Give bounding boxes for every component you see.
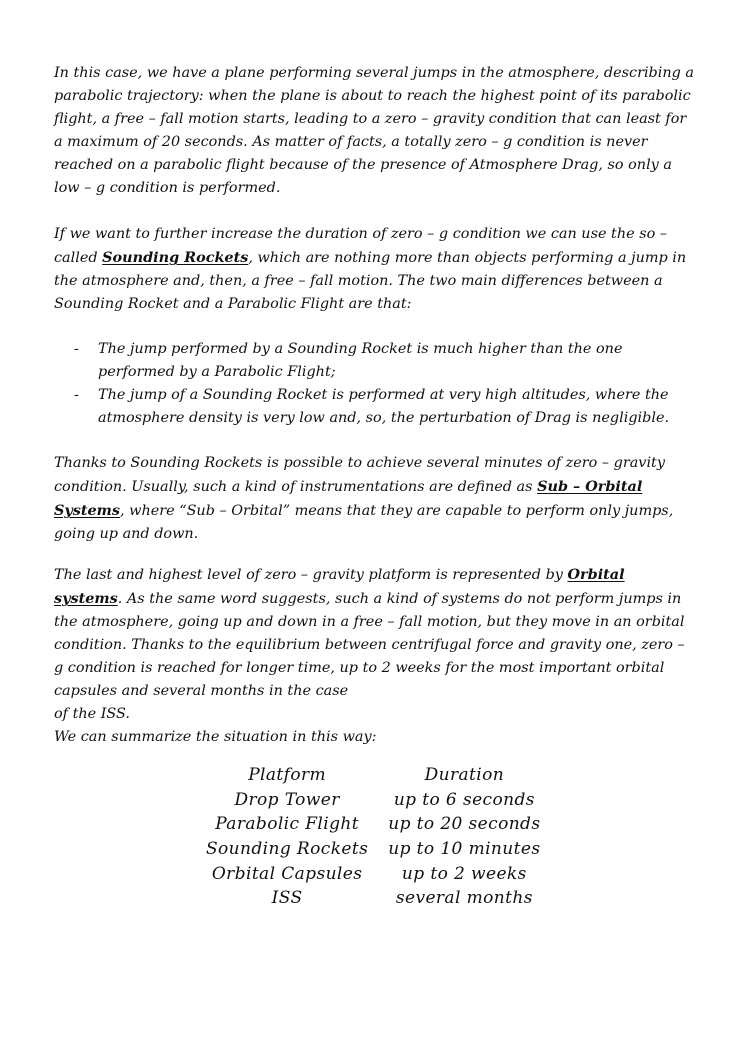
duration-cell: up to 10 minutes bbox=[388, 839, 541, 860]
paragraph-orbital-systems bbox=[54, 563, 696, 749]
dash-bullet: - bbox=[74, 341, 79, 357]
list-item-text: The jump of a Sounding Rocket is performed at very high altitudes, where the atmosphere density is very low and, so, the perturbation of Drag is negligible. bbox=[98, 387, 670, 426]
table-row bbox=[196, 886, 550, 911]
dash-bullet: - bbox=[74, 387, 79, 403]
list-item bbox=[54, 384, 696, 430]
paragraph-text: If we want to further increase the duration of zero – g condition we can use the so – called bbox=[54, 226, 668, 266]
list-item-text: The jump performed by a Sounding Rocket is much higher than the one performed by a Parabolic Flight; bbox=[98, 341, 623, 380]
paragraph-text: The last and highest level of zero – gravity platform is represented by bbox=[54, 567, 568, 583]
term-orbital-systems: Orbital systems bbox=[54, 566, 625, 607]
table-header-row bbox=[196, 763, 550, 788]
table-row bbox=[196, 812, 550, 837]
platform-cell: Parabolic Flight bbox=[215, 814, 359, 835]
duration-cell: up to 6 seconds bbox=[393, 789, 535, 810]
paragraph-sounding-rockets bbox=[54, 223, 696, 316]
header-duration: Duration bbox=[424, 765, 505, 786]
paragraph-text: We can summarize the situation in this way: bbox=[54, 729, 377, 745]
platform-duration-table bbox=[196, 763, 550, 911]
platform-cell: Orbital Capsules bbox=[211, 863, 363, 884]
paragraph-text: , which are nothing more than objects performing a jump in the atmosphere and, then, a free – fall motion. The two main differences between a Sounding Rocket and a Parabolic Flight are that: bbox=[54, 250, 687, 312]
platform-cell: Sounding Rockets bbox=[206, 839, 369, 860]
table-row bbox=[196, 837, 550, 862]
table-row bbox=[196, 861, 550, 886]
paragraph-text: Thanks to Sounding Rockets is possible to achieve several minutes of zero – gravity condition. Usually, such a kind of instrumentations are defined as bbox=[54, 455, 665, 495]
duration-cell: up to 2 weeks bbox=[401, 863, 527, 884]
paragraph-text: of the ISS. bbox=[54, 706, 130, 722]
table-row bbox=[196, 788, 550, 813]
duration-cell: up to 20 seconds bbox=[388, 814, 541, 835]
list-item bbox=[54, 338, 696, 384]
paragraph-sub-orbital bbox=[54, 452, 696, 546]
paragraph-parabolic-flight: In this case, we have a plane performing several jumps in the atmosphere, describing a parabolic trajectory: when the plane is about to reach the highest point of its parabolic flight, a free – fall motion starts, leading to a zero – gravity condition that can least for a maximum of 20 seconds. As matter of facts, a totally zero – g condition is never reached on a parabolic flight because of the presence of Atmosphere Drag, so only a low – g condition is performed. bbox=[54, 65, 695, 196]
paragraph-text: , where “Sub – Orbital” means that they are capable to perform only jumps, going up and down. bbox=[54, 503, 674, 542]
duration-cell: several months bbox=[395, 888, 533, 909]
differences-list bbox=[54, 338, 696, 430]
platform-cell: ISS bbox=[271, 888, 303, 909]
paragraph-text: . As the same word suggests, such a kind of systems do not perform jumps in the atmosphere, going up and down in a free – fall motion, but they move in an orbital condition. Thanks to the equilibrium between centrifugal force and gravity one, zero – g condition is reached for longer time, up to 2 weeks for the most important orbital capsules and several months in the case bbox=[54, 591, 685, 699]
term-sub-orbital-systems: Sub – Orbital Systems bbox=[54, 478, 643, 519]
platform-cell: Drop Tower bbox=[234, 789, 340, 810]
header-platform: Platform bbox=[248, 765, 327, 786]
term-sounding-rockets: Sounding Rockets bbox=[102, 249, 249, 266]
